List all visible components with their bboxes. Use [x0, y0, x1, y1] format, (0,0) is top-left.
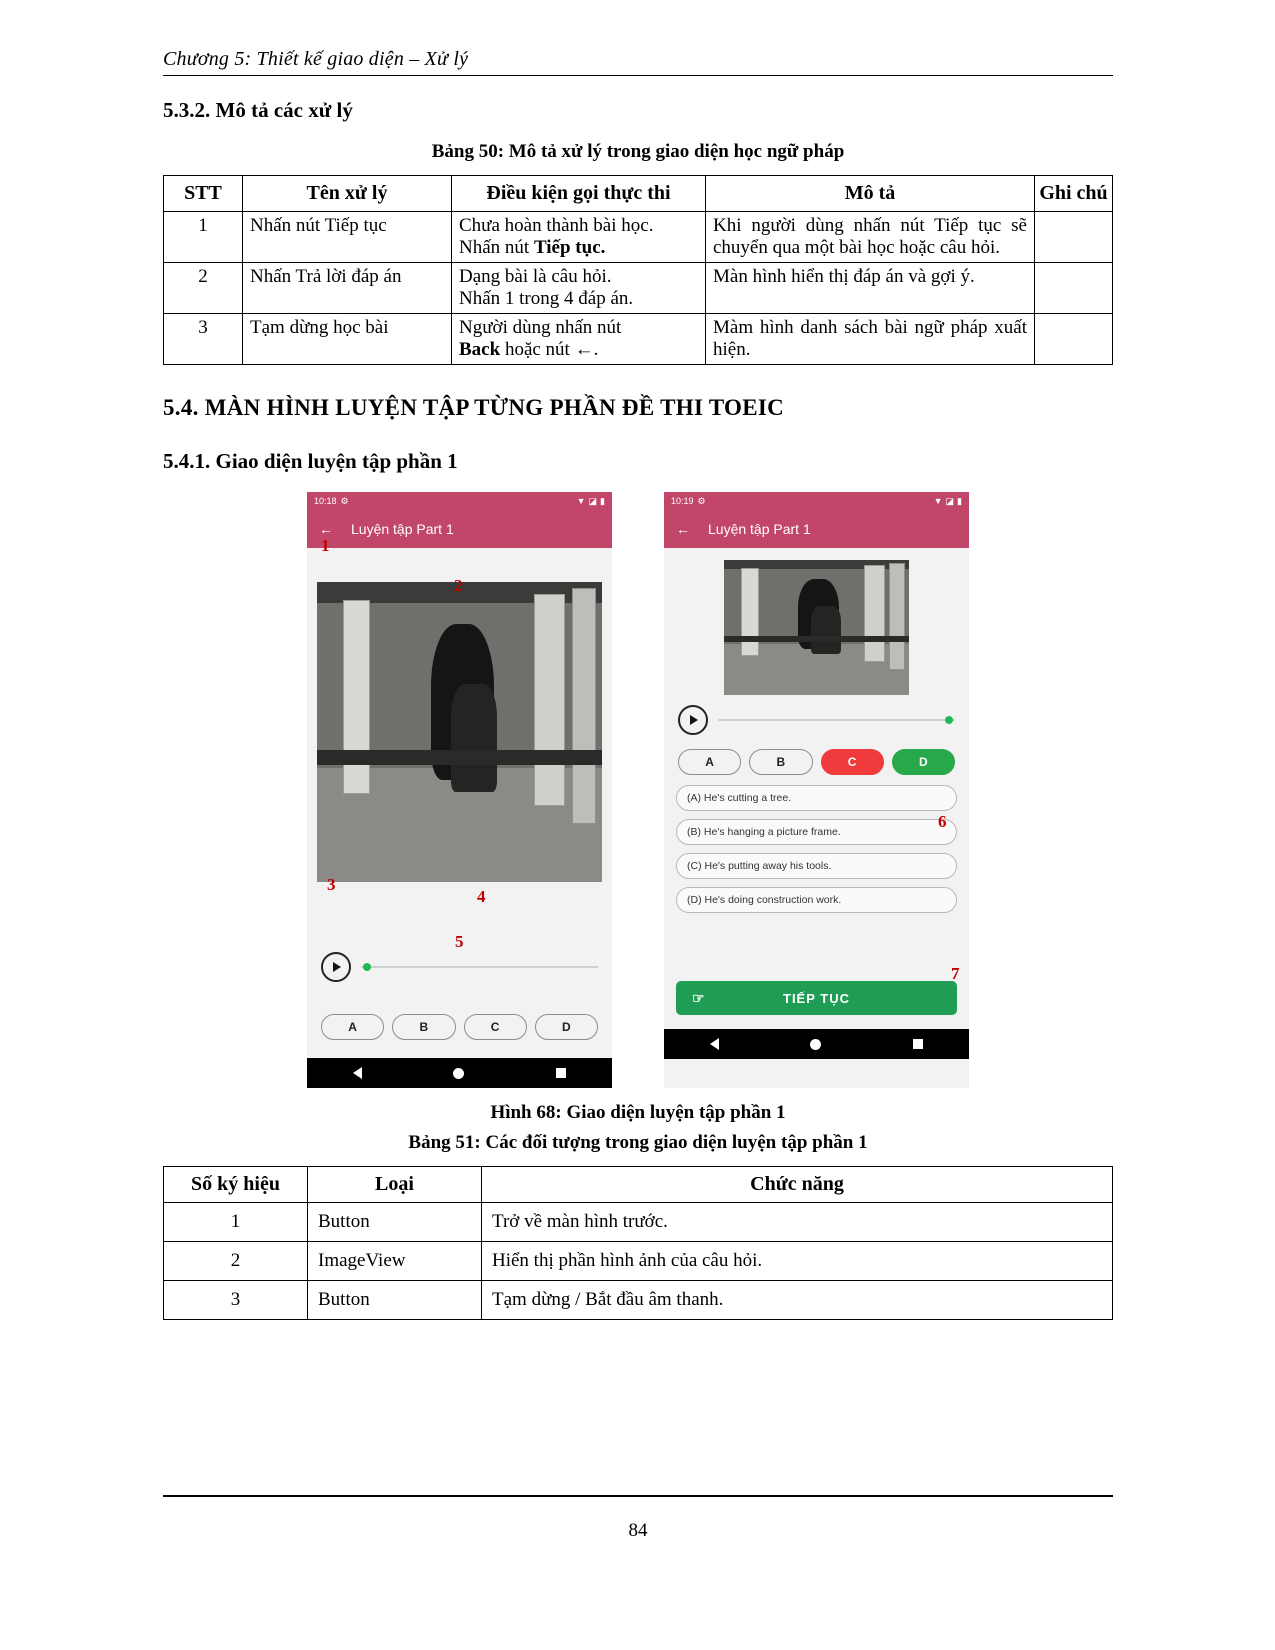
answer-text-list [664, 785, 969, 913]
status-bar [307, 492, 612, 510]
status-time: 10:19 [671, 496, 694, 506]
th-loai: Loại [308, 1167, 482, 1203]
audio-player-row [664, 695, 969, 745]
choice-button-c[interactable]: C [821, 749, 884, 775]
table-row [164, 1281, 1113, 1320]
cell-so: 2 [164, 1242, 308, 1281]
audio-seek-bar[interactable] [361, 966, 598, 968]
cell-chuc-nang: Trở về màn hình trước. [482, 1203, 1113, 1242]
dieu-kien-line-2: Nhấn 1 trong 4 đáp án. [459, 288, 634, 309]
nav-recents-icon[interactable] [913, 1039, 923, 1049]
cell-chuc-nang: Tạm dừng / Bắt đầu âm thanh. [482, 1281, 1113, 1320]
table-row [164, 263, 1113, 314]
choice-button-a[interactable]: A [321, 1014, 384, 1040]
dieu-kien-line-2-post: hoặc nút ←. [500, 339, 599, 360]
pointing-hand-icon: ☞ [692, 989, 706, 1006]
cell-ten: Nhấn nút Tiếp tục [243, 212, 452, 263]
signal-icon: ◪ [945, 495, 955, 506]
cell-ghi-chu [1035, 263, 1113, 314]
callout-marker-4: 4 [477, 887, 486, 906]
table-50-caption: Bảng 50: Mô tả xử lý trong giao diện học ngữ pháp [431, 141, 845, 162]
th-ghi-chu: Ghi chú [1035, 176, 1113, 212]
play-button[interactable] [321, 952, 351, 982]
phone-screenshot-left [307, 492, 612, 1088]
cell-dieu-kien [452, 314, 706, 365]
cell-stt: 1 [164, 212, 243, 263]
phone-body [664, 560, 969, 1059]
nav-recents-icon[interactable] [556, 1068, 566, 1078]
phone-screenshot-right [664, 492, 969, 1088]
cell-loai: Button [308, 1281, 482, 1320]
answer-choice-row [664, 745, 969, 785]
phone-body [307, 582, 612, 1088]
cell-ghi-chu [1035, 314, 1113, 365]
list-item[interactable]: (C) He's putting away his tools. [676, 853, 957, 879]
wifi-icon: ▼ [933, 496, 943, 506]
nav-back-icon[interactable] [353, 1067, 362, 1079]
app-bar-title: Luyện tập Part 1 [708, 521, 811, 537]
cell-dieu-kien [452, 212, 706, 263]
table-row [164, 1242, 1113, 1281]
nav-home-icon[interactable] [453, 1068, 464, 1079]
cell-mo-ta: Khi người dùng nhấn nút Tiếp tục sẽ chuyển qua một bài học hoặc câu hỏi. [706, 212, 1035, 263]
dieu-kien-line-1: Chưa hoàn thành bài học. [459, 215, 654, 236]
callout-marker-2: 2 [454, 576, 463, 595]
answer-choice-row [307, 1010, 612, 1050]
dieu-kien-line-2-pre: Nhấn nút [459, 237, 534, 258]
table-row [164, 314, 1113, 365]
callout-marker-1: 1 [321, 536, 330, 555]
table-51 [163, 1166, 1113, 1320]
table-51-caption: Bảng 51: Các đối tượng trong giao diện luyện tập phần 1 [408, 1132, 868, 1153]
th-dieu-kien: Điều kiện gọi thực thi [452, 176, 706, 212]
cell-so: 1 [164, 1203, 308, 1242]
cell-mo-ta: Màn hình hiển thị đáp án và gợi ý. [706, 263, 1035, 314]
android-nav-bar [664, 1029, 969, 1059]
callout-marker-6: 6 [938, 812, 947, 831]
choice-button-c[interactable]: C [464, 1014, 527, 1040]
wifi-icon: ▼ [576, 496, 586, 506]
choice-button-d[interactable]: D [535, 1014, 598, 1040]
page-content [163, 48, 1113, 1320]
signal-icon: ◪ [588, 495, 598, 506]
dieu-kien-line-1: Dạng bài là câu hỏi. [459, 266, 612, 287]
audio-seek-bar[interactable] [718, 719, 955, 721]
cell-dieu-kien [452, 263, 706, 314]
app-bar [664, 510, 969, 548]
footer-divider [163, 1495, 1113, 1497]
page-number: 84 [628, 1520, 648, 1541]
list-item[interactable]: (D) He's doing construction work. [676, 887, 957, 913]
gear-icon: ⚙ [697, 495, 706, 506]
back-arrow-icon[interactable]: ← [319, 521, 333, 537]
play-button[interactable] [678, 705, 708, 735]
callout-marker-3: 3 [327, 875, 336, 894]
th-stt: STT [164, 176, 243, 212]
running-header: Chương 5: Thiết kế giao diện – Xử lý [163, 48, 1113, 76]
list-item[interactable]: (A) He's cutting a tree. [676, 785, 957, 811]
app-bar [307, 510, 612, 548]
nav-home-icon[interactable] [810, 1039, 821, 1050]
back-arrow-icon[interactable]: ← [676, 521, 690, 537]
question-image [317, 582, 602, 882]
dieu-kien-line-2-bold: Back [459, 339, 501, 360]
status-time: 10:18 [314, 496, 337, 506]
cell-loai: ImageView [308, 1242, 482, 1281]
cell-loai: Button [308, 1203, 482, 1242]
choice-button-b[interactable]: B [392, 1014, 455, 1040]
cell-ten: Nhấn Trả lời đáp án [243, 263, 452, 314]
list-item[interactable]: (B) He's hanging a picture frame. [676, 819, 957, 845]
th-ten-xu-ly: Tên xử lý [243, 176, 452, 212]
cell-so: 3 [164, 1281, 308, 1320]
continue-button-label: TIẾP TỤC [783, 990, 850, 1006]
battery-icon: ▮ [600, 495, 605, 506]
callout-marker-5: 5 [455, 932, 464, 951]
cell-stt: 2 [164, 263, 243, 314]
table-row [164, 212, 1113, 263]
cell-ghi-chu [1035, 212, 1113, 263]
th-chuc-nang: Chức năng [482, 1167, 1113, 1203]
th-so-ky-hieu: Số ký hiệu [164, 1167, 308, 1203]
table-51-header-row [164, 1167, 1113, 1203]
th-mo-ta: Mô tả [706, 176, 1035, 212]
section-5-4-title: 5.4. MÀN HÌNH LUYỆN TẬP TỪNG PHẦN ĐỀ THI TOEIC [163, 395, 785, 420]
table-row [164, 1203, 1113, 1242]
dieu-kien-line-2-bold: Tiếp tục. [533, 237, 606, 258]
section-5-3-2-title: 5.3.2. Mô tả các xử lý [163, 98, 353, 122]
choice-button-b[interactable]: B [749, 749, 812, 775]
question-image [724, 560, 909, 695]
choice-button-d[interactable]: D [892, 749, 955, 775]
table-50 [163, 175, 1113, 365]
figure-caption: Hình 68: Giao diện luyện tập phần 1 [490, 1102, 786, 1123]
cell-mo-ta: Màm hình danh sách bài ngữ pháp xuất hiện. [706, 314, 1035, 365]
nav-back-icon[interactable] [710, 1038, 719, 1050]
gear-icon: ⚙ [340, 495, 349, 506]
cell-chuc-nang: Hiển thị phần hình ảnh của câu hỏi. [482, 1242, 1113, 1281]
android-nav-bar [307, 1058, 612, 1088]
choice-button-a[interactable]: A [678, 749, 741, 775]
dieu-kien-line-1: Người dùng nhấn nút [459, 317, 622, 338]
battery-icon: ▮ [957, 495, 962, 506]
figure-68 [163, 492, 1113, 1088]
callout-marker-7: 7 [951, 964, 960, 983]
section-5-4-1-title: 5.4.1. Giao diện luyện tập phần 1 [163, 449, 458, 473]
table-50-header-row [164, 176, 1113, 212]
app-bar-title: Luyện tập Part 1 [351, 521, 454, 537]
continue-button[interactable] [676, 981, 957, 1015]
cell-stt: 3 [164, 314, 243, 365]
cell-ten: Tạm dừng học bài [243, 314, 452, 365]
status-bar [664, 492, 969, 510]
